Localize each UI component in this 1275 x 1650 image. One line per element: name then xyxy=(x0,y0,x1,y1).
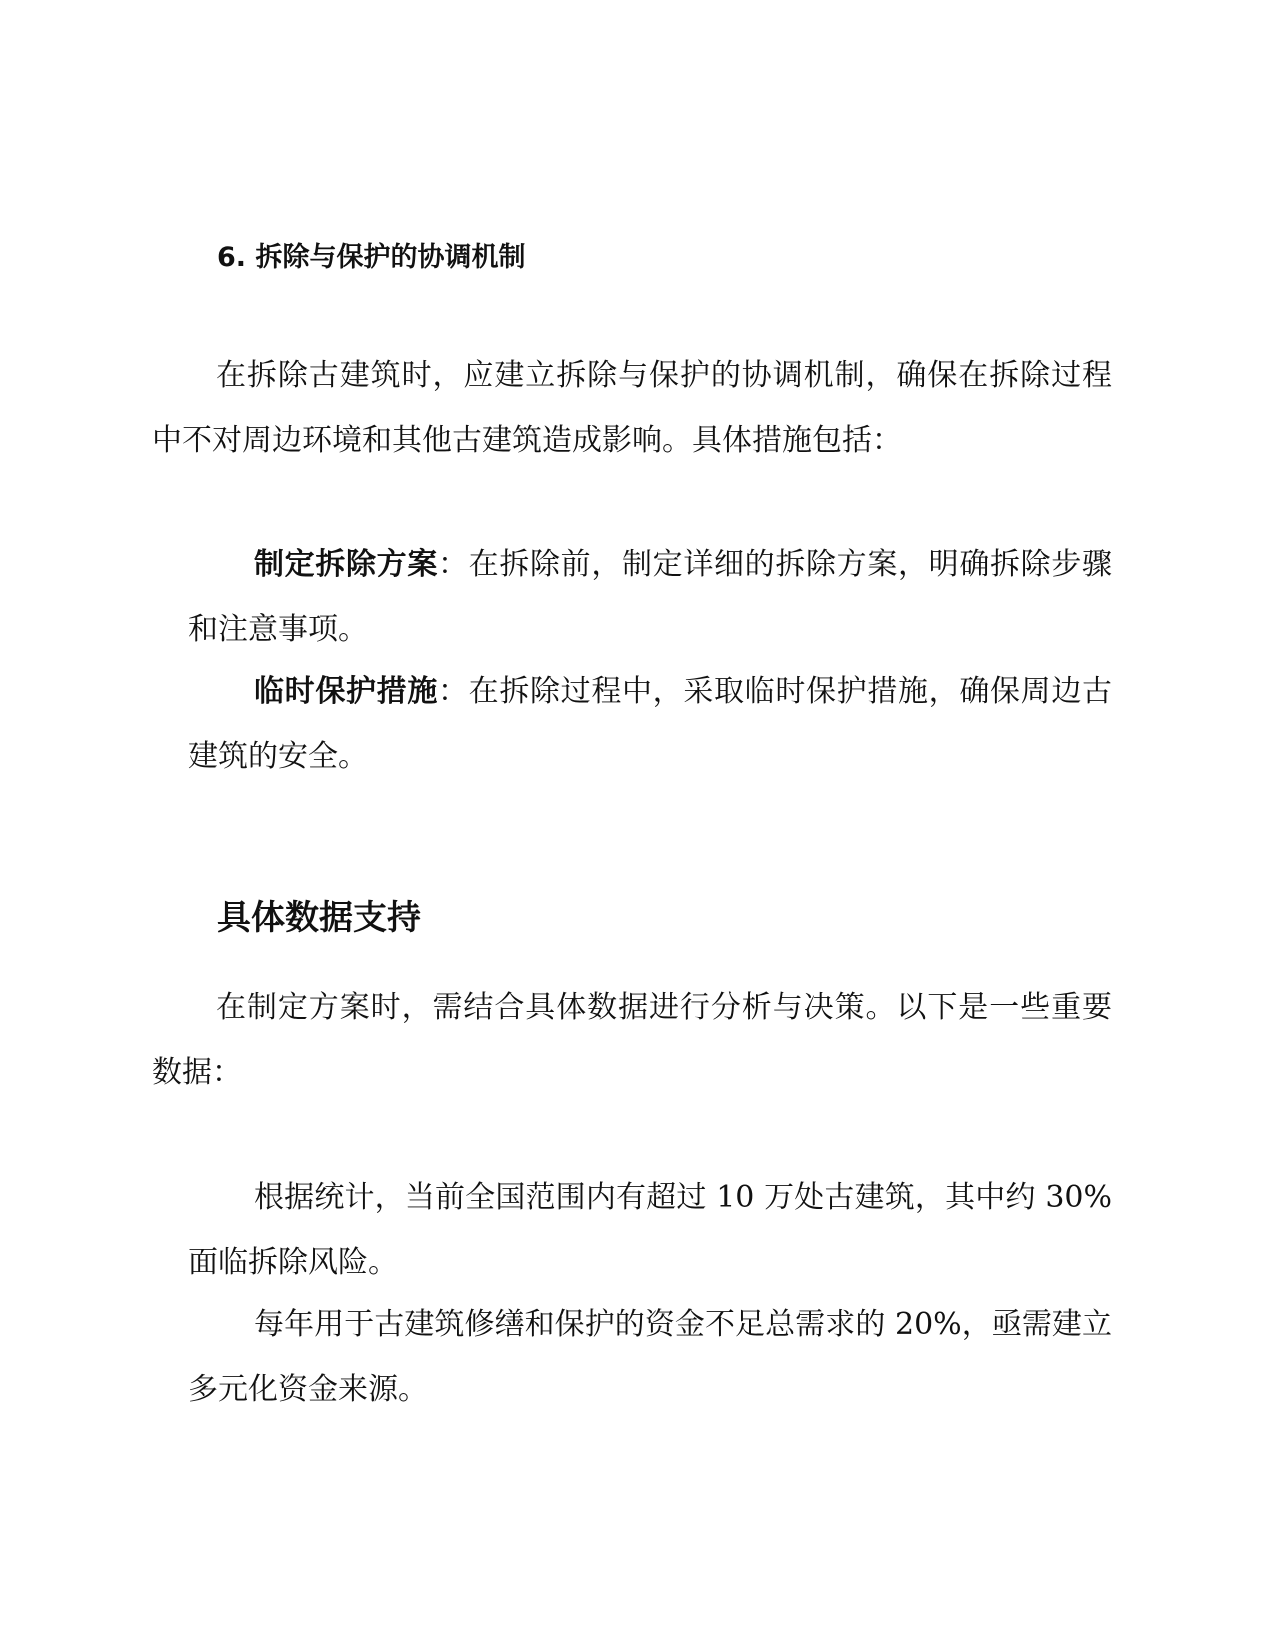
section-6-intro: 在拆除古建筑时，应建立拆除与保护的协调机制，确保在拆除过程中不对周边环境和其他古建筑造成影响。具体措施包括： xyxy=(152,358,1112,458)
data-support-intro: 在制定方案时，需结合具体数据进行分析与决策。以下是一些重要数据： xyxy=(152,990,1112,1090)
measure-item-temporary-protection xyxy=(188,659,1112,789)
measure-separator: ： xyxy=(438,674,469,709)
measure-text: 在拆除过程中，采取临时保护措施，确保周边古建筑的安全。 xyxy=(188,674,1113,774)
data-item-statistics: 根据统计，当前全国范围内有超过 10 万处古建筑，其中约 30%面临拆除风险。 xyxy=(188,1180,1112,1280)
measure-separator: ： xyxy=(438,547,469,582)
measure-term: 制定拆除方案 xyxy=(254,547,438,582)
data-item-funding: 每年用于古建筑修缮和保护的资金不足总需求的 20%，亟需建立多元化资金来源。 xyxy=(188,1307,1112,1407)
measure-term: 临时保护措施 xyxy=(254,674,438,709)
measure-item-demolition-plan xyxy=(188,532,1112,662)
measure-text: 在拆除前，制定详细的拆除方案，明确拆除步骤和注意事项。 xyxy=(188,547,1113,647)
section-6-heading: 6. 拆除与保护的协调机制 xyxy=(217,242,526,273)
data-support-heading: 具体数据支持 xyxy=(217,898,421,938)
